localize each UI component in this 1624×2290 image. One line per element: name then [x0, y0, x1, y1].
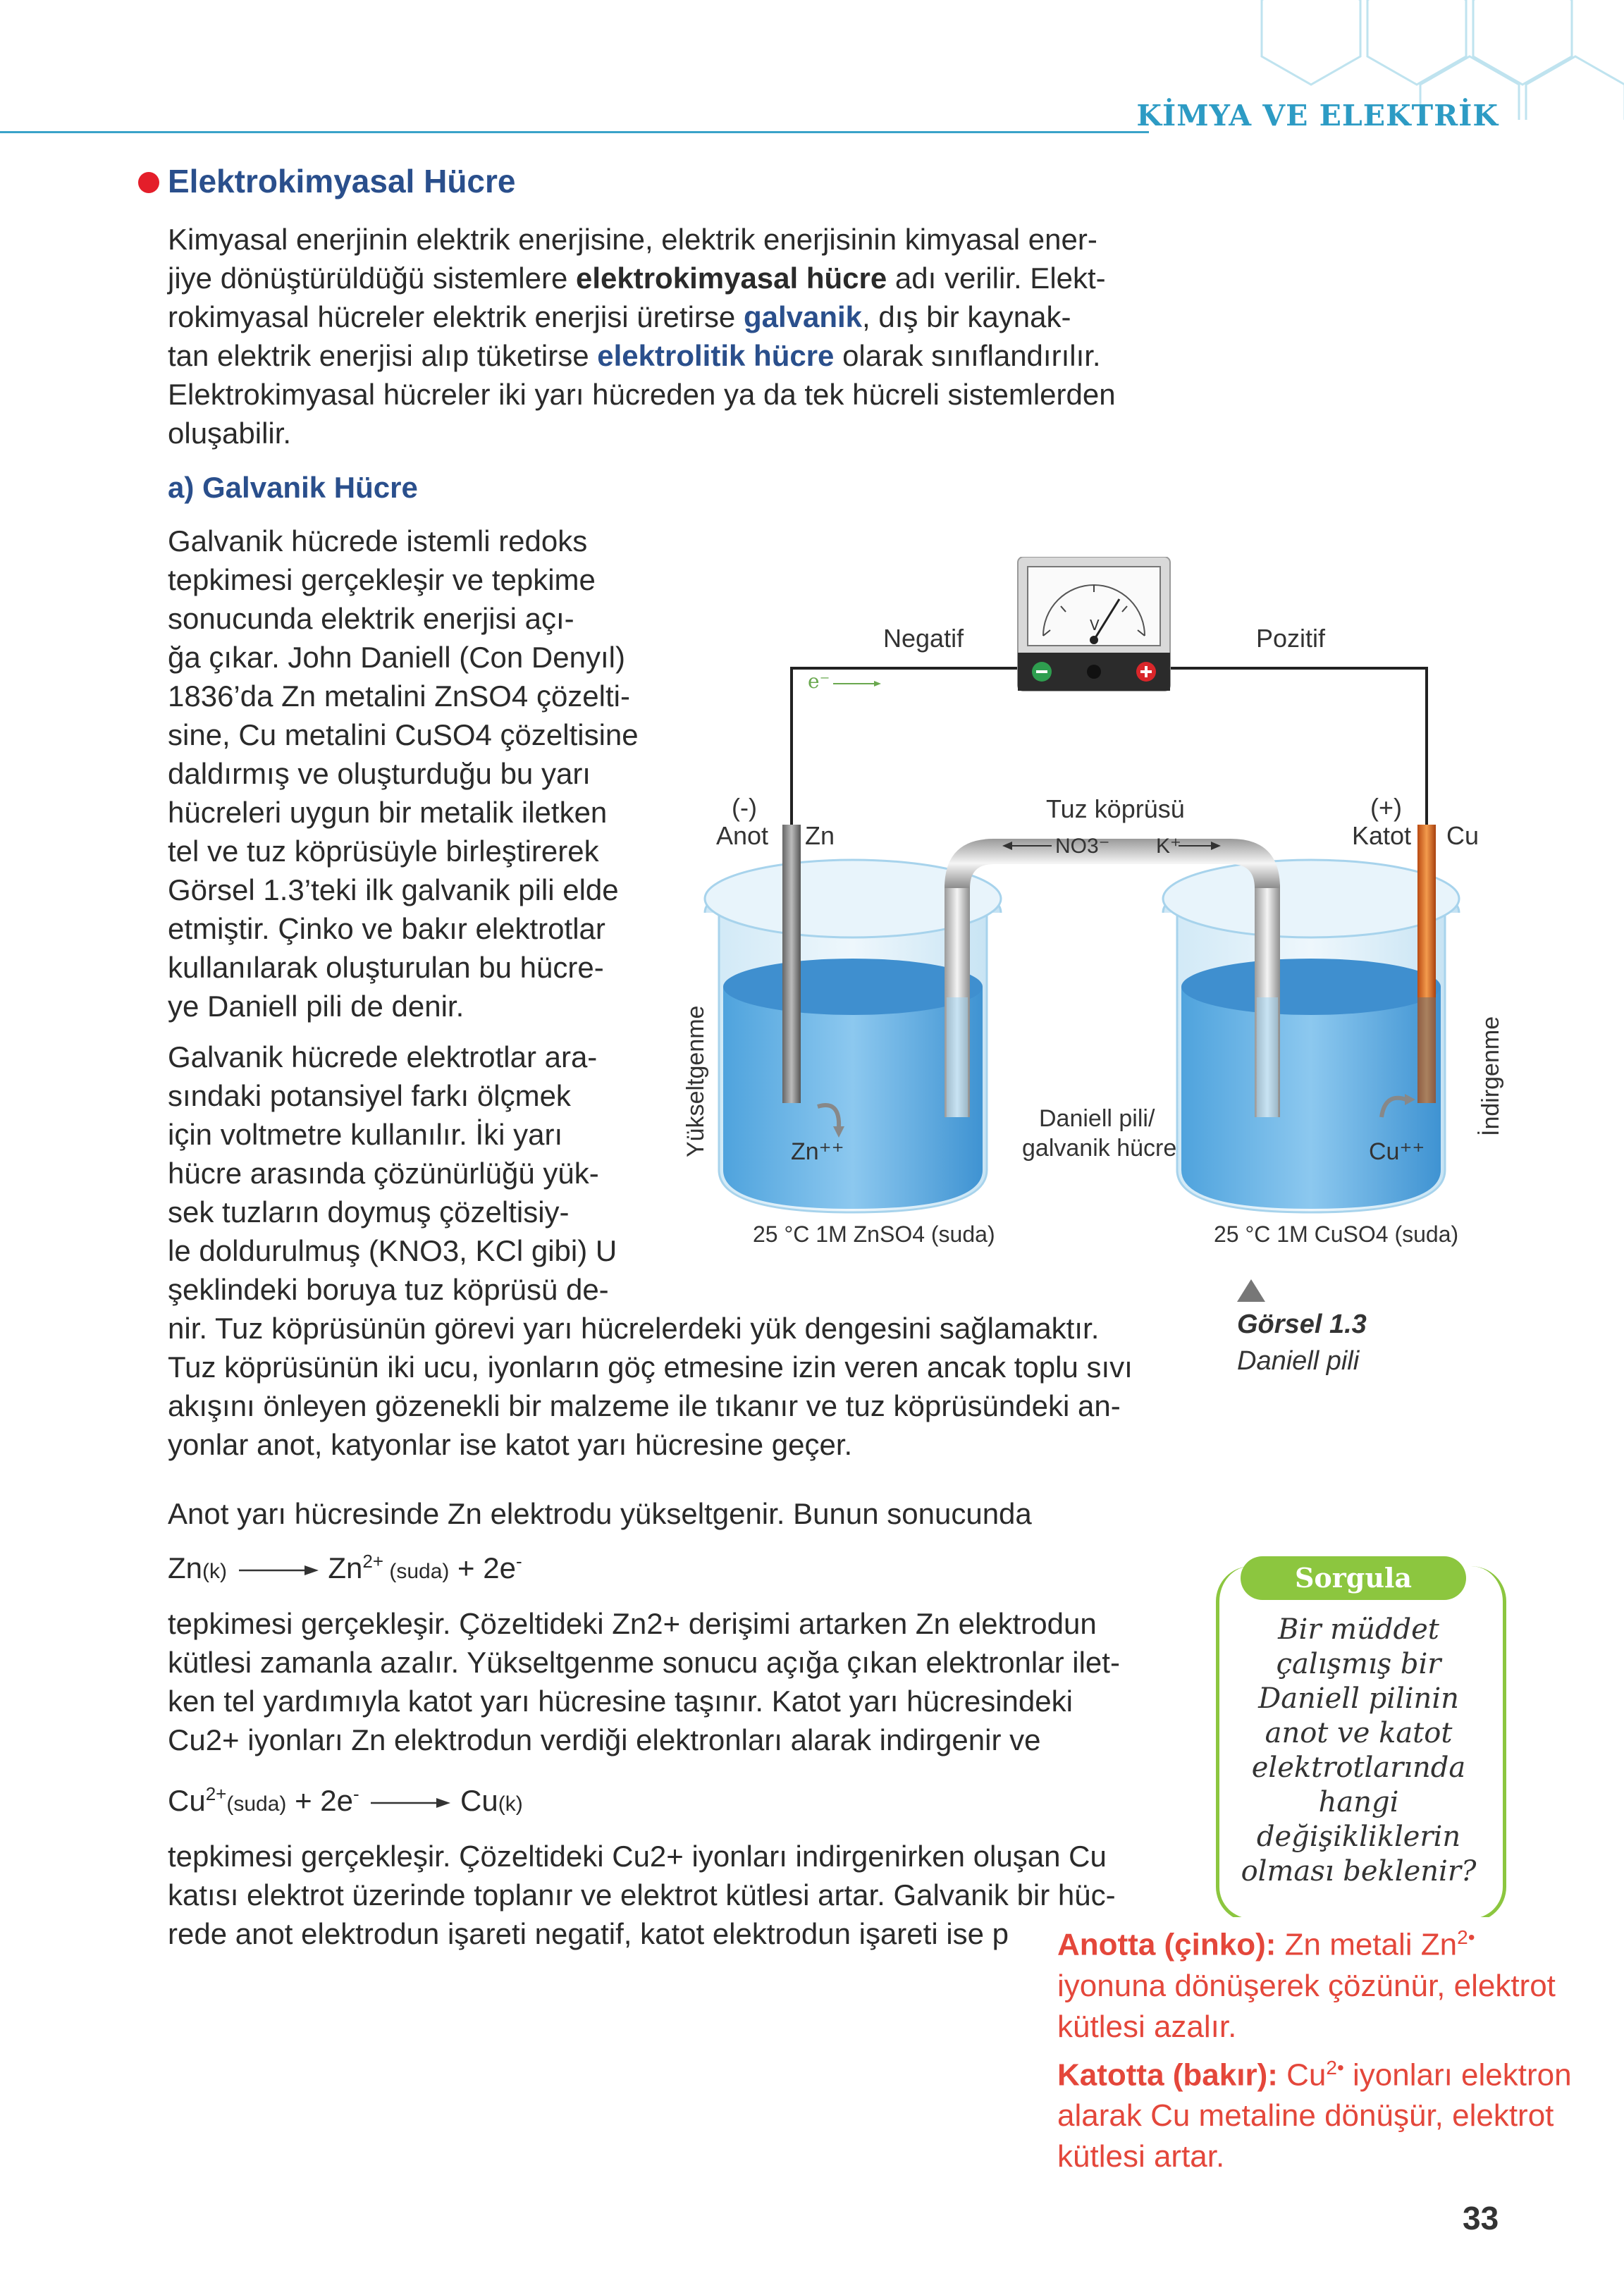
galvanic-paragraph-5 — [168, 1604, 1176, 1759]
intro-line: tan elektrik enerjisi alıp tüketirse elektrolitik hücre olarak sınıflandırılır. — [168, 339, 1101, 372]
intro-line: Elektrokimyasal hücreler iki yarı hücreden ya da tek hücreli sistemlerden — [168, 378, 1116, 411]
text-line: ğa çıkar. John Daniell (Con Denyıl) — [168, 641, 625, 674]
anode-sign: (-) — [732, 793, 757, 822]
answer-line: alarak Cu metaline dönüşür, elektrot — [1057, 2098, 1554, 2134]
text-line: katısı elektrot üzerinde toplanır ve elektrot kütlesi artar. Galvanik bir hüc- — [168, 1878, 1116, 1912]
galvanic-paragraph-4: Anot yarı hücresinde Zn elektrodu yükseltgenir. Bunun sonucunda — [168, 1497, 1032, 1530]
text-line: Cu2+ iyonları Zn elektrodun verdiği elektronları alarak indirgenir ve — [168, 1723, 1041, 1756]
reaction-arrow-icon — [367, 1796, 452, 1810]
text-line: daldırmış ve oluşturduğu bu yarı — [168, 757, 591, 790]
text-line: hücreleri uygun bir metalik iletken — [168, 796, 608, 829]
text-line: tel ve tuz köprüsüyle birleştirerek — [168, 835, 599, 868]
header-rule — [0, 131, 1149, 133]
cathode-sign: (+) — [1370, 793, 1402, 822]
text-line: şeklindeki boruya tuz köprüsü de- — [168, 1273, 609, 1306]
oxidation-label: Yükseltgenme — [682, 1005, 709, 1157]
subsection-title: a) Galvanik Hücre — [168, 471, 418, 504]
text-line: etmiştir. Çinko ve bakır elektrotlar — [168, 912, 605, 945]
text-line: kullanılarak oluşturulan bu hücre- — [168, 951, 604, 984]
text-line: sındaki potansiyel farkı ölçmek — [168, 1079, 571, 1112]
intro-line: Kimyasal enerjinin elektrik enerjisine, elektrik enerjisinin kimyasal ener- — [168, 223, 1097, 256]
text-line: akışını önleyen gözenekli bir malzeme ile tıkanır ve tuz köprüsündeki an- — [168, 1389, 1121, 1422]
text-line: Tuz köprüsünün iki ucu, iyonların göç etmesine izin veren ancak toplu sıvı — [168, 1350, 1133, 1384]
electron-label: e⁻ — [808, 670, 830, 693]
text-line: sine, Cu metalini CuSO4 çözeltisine — [168, 718, 639, 751]
reaction-arrow-icon — [235, 1563, 320, 1577]
text-line: için voltmetre kullanılır. İki yarı — [168, 1118, 563, 1151]
text-line: yonlar anot, katyonlar ise katot yarı hücresine geçer. — [168, 1428, 853, 1461]
caption-marker-icon — [1237, 1279, 1265, 1302]
galvanic-paragraph-1 — [168, 522, 639, 1026]
intro-line: rokimyasal hücreler elektrik enerjisi üretirse galvanik, dış bir kaynak- — [168, 300, 1071, 333]
daniell-cell-figure — [677, 557, 1522, 1283]
question-line: çalışmış bir — [1276, 1648, 1441, 1680]
anode-label: Anot — [716, 821, 769, 850]
chapter-title: KİMYA VE ELEKTRİK — [1136, 99, 1499, 133]
text-line: ken tel yardımıyla katot yarı hücresine taşınır. Katot yarı hücresindeki — [168, 1685, 1073, 1718]
reduction-label: İndirgenme — [1477, 1016, 1504, 1136]
salt-bridge-label: Tuz köprüsü — [1046, 794, 1185, 823]
copper-ion-label: Cu⁺⁺ — [1369, 1138, 1425, 1165]
text-line: tepkimesi gerçekleşir. Çözeltideki Cu2+ iyonları indirgenirken oluşan Cu — [168, 1840, 1107, 1873]
text-line: tepkimesi gerçekleşir. Çözeltideki Zn2+ derişimi artarken Zn elektrodun — [168, 1607, 1097, 1640]
sorgula-question — [1223, 1613, 1494, 1889]
answer-line: Katotta (bakır): $Cu^{2•}$ iyonları elektron — [1057, 2056, 1572, 2093]
text-line: tepkimesi gerçekleşir ve tepkime — [168, 563, 596, 596]
text-line: kütlesi zamanla azalır. Yükseltgenme sonucu açığa çıkan elektronlar ilet- — [168, 1646, 1120, 1679]
question-line: olması beklenir? — [1241, 1855, 1477, 1888]
equation-zinc-oxidation: Zn(k) $Zn^{2+}$ (suda) + 2e- — [168, 1551, 522, 1584]
text-line: ye Daniell pili de denir. — [168, 990, 465, 1023]
answer-line: Anotta (çinko): Zn metali $Zn^{2•}$ — [1057, 1926, 1475, 1962]
cell-name-line-1: Daniell pili/ — [1039, 1105, 1155, 1132]
question-line: değişikliklerin — [1256, 1821, 1461, 1853]
copper-label: Cu — [1446, 821, 1480, 850]
positive-label: Pozitif — [1256, 624, 1326, 653]
voltmeter-unit: V — [1090, 617, 1100, 634]
answer-annotation — [1057, 1917, 1621, 2177]
sorgula-tab: Sorgula — [1241, 1556, 1466, 1600]
section-bullet — [138, 172, 159, 193]
text-line: hücre arasında çözünürlüğü yük- — [168, 1157, 599, 1190]
text-line: 1836’da Zn metalini ZnSO4 çözelti- — [168, 679, 630, 713]
zinc-electrode — [782, 825, 801, 1103]
question-line: hangi — [1318, 1786, 1399, 1818]
text-line: Galvanik hücrede istemli redoks — [168, 524, 588, 558]
cell-name-line-2: galvanik hücre — [1022, 1135, 1177, 1162]
question-line: anot ve katot — [1265, 1717, 1453, 1749]
figure-caption-title: Görsel 1.3 — [1237, 1310, 1367, 1339]
text-line: sonucunda elektrik enerjisi açı- — [168, 602, 574, 635]
galvanic-paragraph-3 — [168, 1309, 1176, 1464]
figure-caption-text: Daniell pili — [1237, 1346, 1360, 1376]
left-solution-label: 25 °C 1M ZnSO4 (suda) — [753, 1221, 995, 1247]
question-line: Bir müddet — [1278, 1613, 1439, 1646]
galvanic-paragraph-2 — [168, 1038, 639, 1309]
intro-paragraph — [168, 220, 1176, 453]
potassium-ion-label: K⁺ — [1156, 835, 1181, 858]
text-line: nir. Tuz köprüsünün görevi yarı hücrelerdeki yük dengesini sağlamaktır. — [168, 1312, 1100, 1345]
page-number: 33 — [1463, 2200, 1499, 2236]
text-line: sek tuzların doymuş çözeltisiy- — [168, 1195, 570, 1229]
zinc-ion-label: Zn⁺⁺ — [791, 1138, 844, 1165]
question-line: Daniell pilinin — [1258, 1682, 1459, 1715]
answer-line: kütlesi artar. — [1057, 2139, 1225, 2174]
negative-label: Negatif — [883, 624, 964, 653]
voltmeter — [1018, 557, 1170, 691]
equation-copper-reduction: $Cu^{2+}(suda) + 2e^-$ Cu(k) — [168, 1783, 523, 1817]
right-solution-label: 25 °C 1M CuSO4 (suda) — [1214, 1221, 1459, 1247]
text-line: rede anot elektrodun işareti negatif, katot elektrodun işareti ise p — [168, 1917, 1009, 1950]
section-title: Elektrokimyasal Hücre — [168, 163, 516, 199]
nitrate-ion-label: NO3⁻ — [1055, 835, 1110, 858]
text-line: le doldurulmuş (KNO3, KCl gibi) U — [168, 1234, 617, 1267]
galvanic-paragraph-6 — [168, 1837, 1176, 1953]
answer-line: kütlesi azalır. — [1057, 2009, 1237, 2044]
answer-line: iyonuna dönüşerek çözünür, elektrot — [1057, 1968, 1556, 2003]
zinc-label: Zn — [805, 821, 835, 850]
text-line: Galvanik hücrede elektrotlar ara- — [168, 1040, 598, 1073]
intro-line: oluşabilir. — [168, 417, 292, 450]
question-line: elektrotlarında — [1251, 1752, 1466, 1784]
text-line: Görsel 1.3’teki ilk galvanik pili elde — [168, 873, 619, 906]
intro-line: jiye dönüştürüldüğü sistemlere elektrokimyasal hücre adı verilir. Elekt- — [168, 261, 1106, 295]
cathode-label: Katot — [1352, 821, 1412, 850]
